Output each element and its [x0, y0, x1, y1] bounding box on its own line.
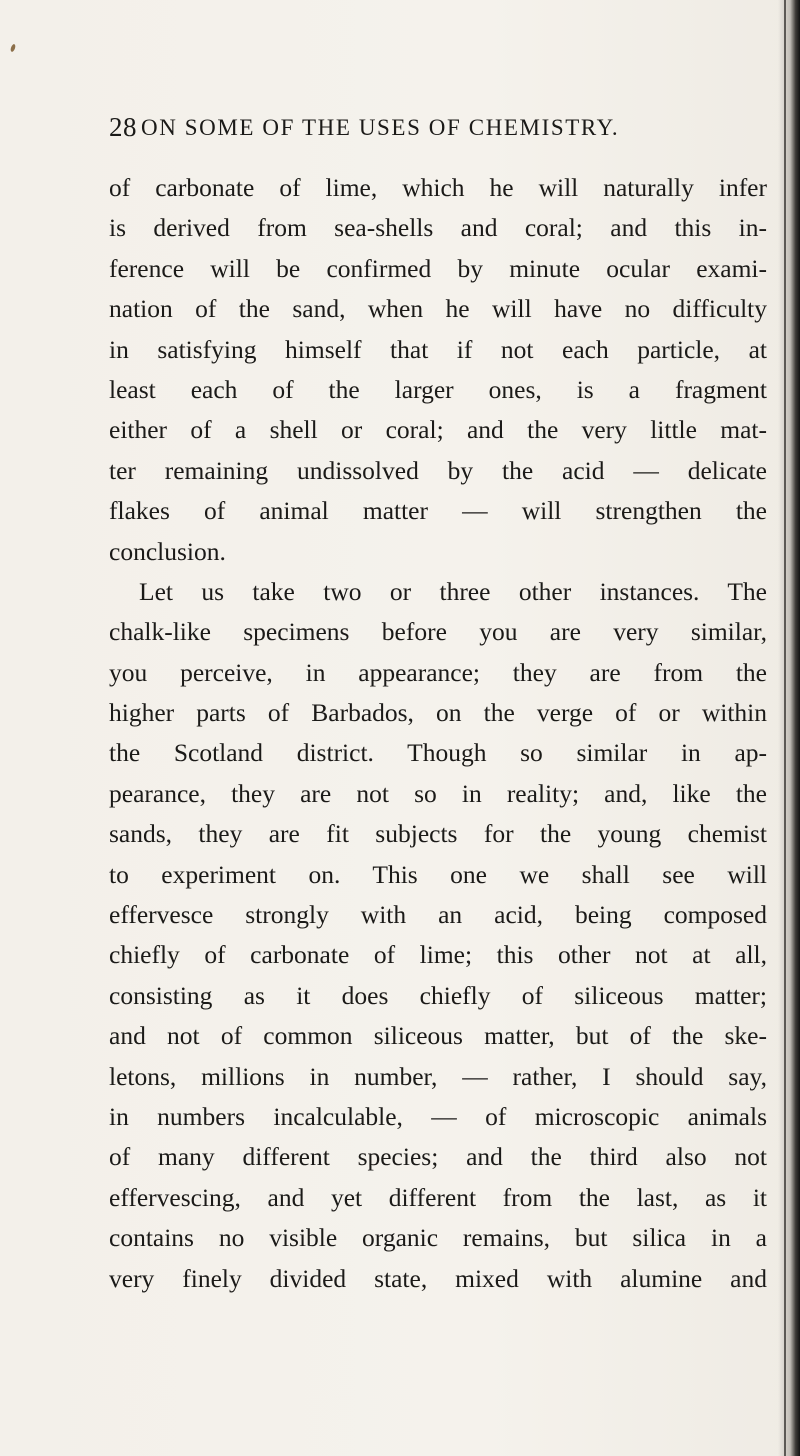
text-line: contains no visible organic remains, but silica in a	[109, 1223, 767, 1253]
paragraph-start-line: Let us take two or three other instances. The	[139, 576, 767, 606]
text-line: pearance, they are not so in reality; and, like the	[109, 778, 767, 808]
text-line: ter remaining undissolved by the acid — delicate	[109, 455, 767, 485]
paper-speck	[10, 44, 16, 53]
text-line: and not of common siliceous matter, but of the ske-	[109, 1021, 767, 1051]
text-line: sands, they are fit subjects for the young chemist	[109, 819, 767, 849]
text-line: of many different species; and the third also not	[109, 1142, 767, 1172]
text-line: the Scotland district. Though so similar in ap-	[109, 738, 767, 768]
text-line: either of a shell or coral; and the very little mat-	[109, 415, 767, 445]
text-line: letons, millions in number, — rather, I should say,	[109, 1061, 767, 1091]
paragraph-end-line: conclusion.	[109, 536, 226, 566]
text-line: in numbers incalculable, — of microscopic animals	[109, 1101, 767, 1131]
text-line: to experiment on. This one we shall see will	[109, 859, 767, 889]
text-line: chiefly of carbonate of lime; this other not at all,	[109, 940, 767, 970]
text-line: ference will be confirmed by minute ocular exami-	[109, 253, 767, 283]
page-gutter-shadow	[778, 0, 800, 1456]
text-line: of carbonate of lime, which he will naturally infer	[109, 173, 767, 202]
body-text	[109, 168, 767, 1299]
text-line: is derived from sea-shells and coral; and this in-	[109, 213, 767, 243]
text-line: consisting as it does chiefly of siliceous matter;	[109, 980, 767, 1010]
text-line: flakes of animal matter — will strengthen the	[109, 496, 767, 526]
running-head-title: ON SOME OF THE USES OF CHEMISTRY.	[141, 115, 620, 140]
text-line: you perceive, in appearance; they are from the	[109, 657, 767, 687]
page-gutter-line	[784, 0, 786, 1456]
text-line: least each of the larger ones, is a fragment	[109, 374, 767, 404]
page-number: 28	[109, 112, 137, 142]
text-line: effervescing, and yet different from the last, as it	[109, 1182, 767, 1212]
text-line: in satisfying himself that if not each particle, at	[109, 334, 767, 364]
text-line: chalk-like specimens before you are very similar,	[109, 617, 767, 647]
text-line: higher parts of Barbados, on the verge of or within	[109, 698, 767, 728]
text-line: effervesce strongly with an acid, being composed	[109, 900, 767, 930]
running-head	[109, 112, 769, 152]
text-line: nation of the sand, when he will have no difficulty	[109, 294, 767, 324]
text-line: very finely divided state, mixed with alumine and	[109, 1263, 767, 1293]
